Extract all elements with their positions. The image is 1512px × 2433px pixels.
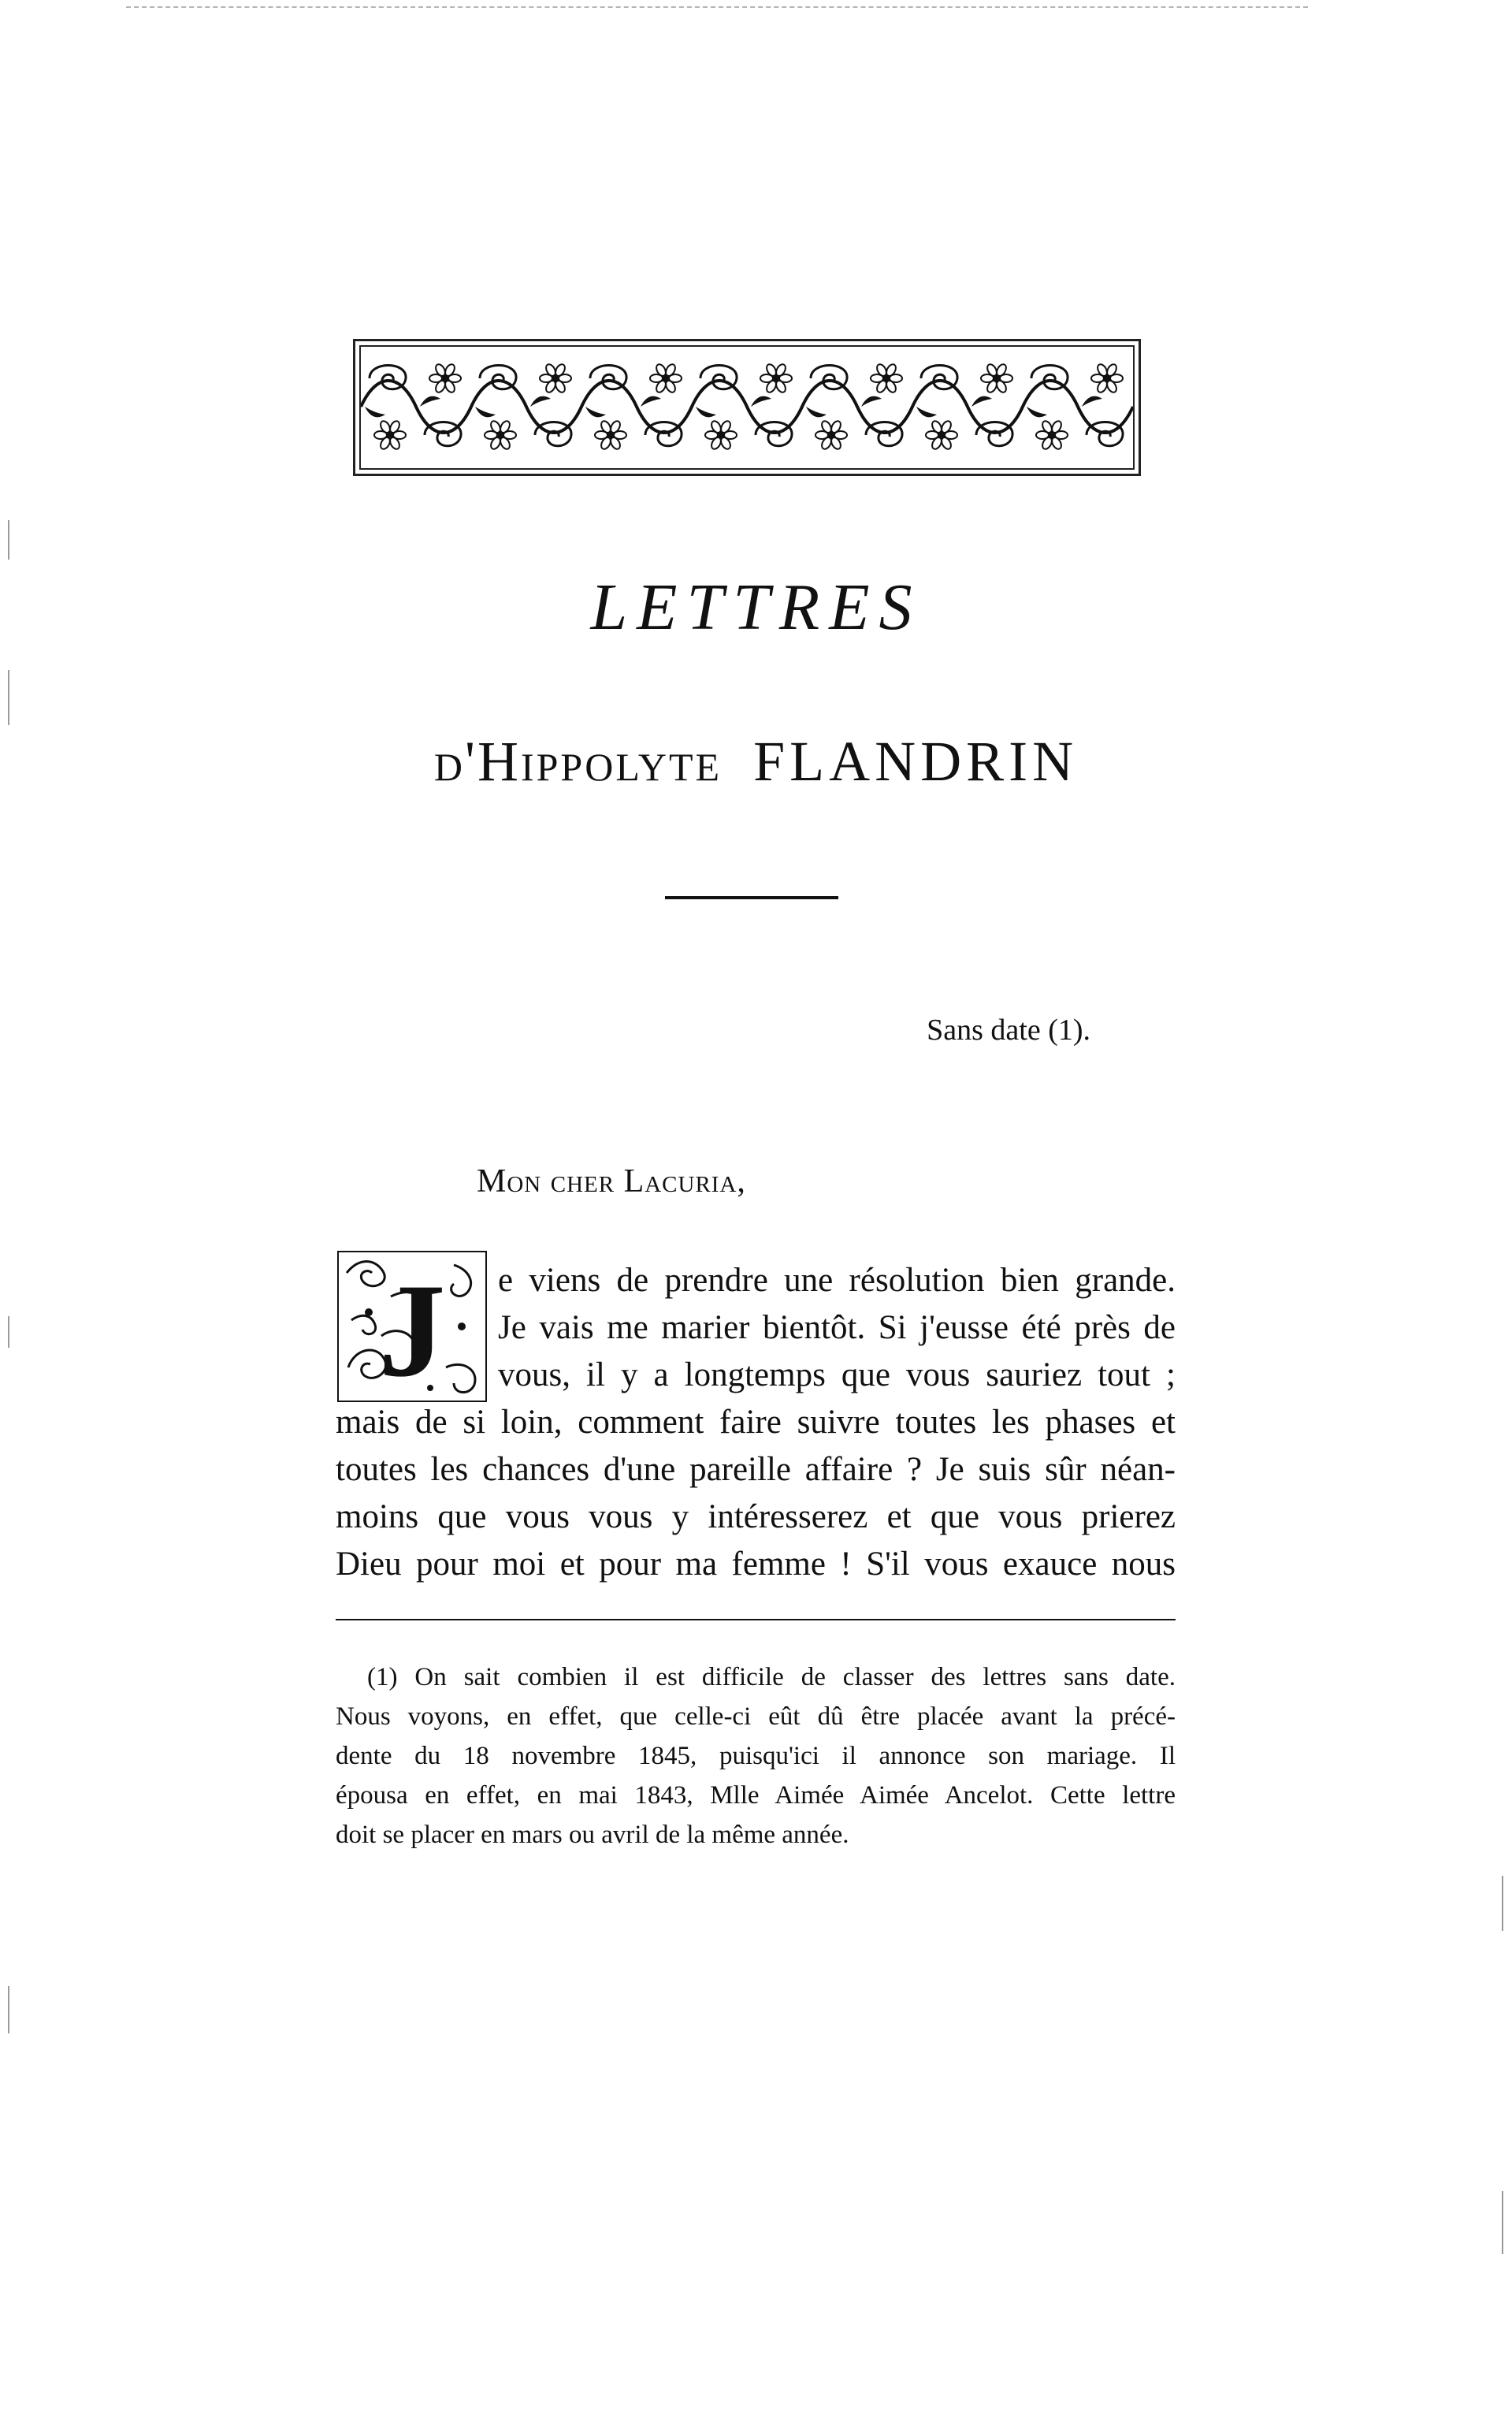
letter-line: e viens de prendre une résolution bien grande. (498, 1262, 1176, 1299)
letter-line: Je vais me marier bientôt. Si j'eusse été près de (498, 1309, 1176, 1346)
subtitle-surname: FLANDRIN (753, 730, 1079, 793)
letter-line: mais de si loin, comment faire suivre toutes les phases et (336, 1404, 1176, 1441)
edge-mark (8, 1316, 9, 1348)
footnote-line: épousa en effet, en mai 1843, Mlle Aimée Aimée Ancelot. Cette lettre (336, 1781, 1176, 1810)
letter-line: vous, il y a longtemps que vous sauriez tout ; (498, 1356, 1176, 1393)
edge-mark (8, 1986, 9, 2033)
edge-mark (1502, 2191, 1503, 2254)
subtitle-prefix: d'Hippolyte (433, 730, 723, 793)
page-edge-top (126, 6, 1308, 8)
letter-line: moins que vous vous y intéresserez et que vous prierez (336, 1498, 1176, 1535)
footnote-line: Nous voyons, en effet, que celle-ci eût dû être placée avant la précé- (336, 1702, 1176, 1731)
letter-line: Dieu pour moi et pour ma femme ! S'il vous exauce nous (336, 1546, 1176, 1583)
letter-salutation: Mon cher Lacuria, (477, 1163, 746, 1200)
footnote-rule (336, 1619, 1176, 1620)
page-subtitle (0, 729, 1512, 794)
footnote-line: dente du 18 novembre 1845, puisqu'ici il annonce son mariage. Il (336, 1742, 1176, 1770)
footnote-line: (1) On sait combien il est difficile de classer des lettres sans date. (367, 1663, 1176, 1691)
page-title: LETTRES (590, 571, 922, 644)
edge-mark (8, 520, 9, 560)
title-rule (665, 896, 838, 899)
letter-date: Sans date (1). (927, 1014, 1090, 1047)
ornamental-dropcap (336, 1249, 489, 1404)
edge-mark (8, 670, 9, 725)
footnote-line: doit se placer en mars ou avril de la même année. (336, 1821, 849, 1849)
dropcap-letter: J (378, 1256, 446, 1404)
edge-mark (1502, 1876, 1503, 1931)
letter-line: toutes les chances d'une pareille affaire ? Je suis sûr néan- (336, 1451, 1176, 1488)
ornamental-headpiece (353, 339, 1141, 476)
floral-scroll-ornament (361, 347, 1133, 467)
